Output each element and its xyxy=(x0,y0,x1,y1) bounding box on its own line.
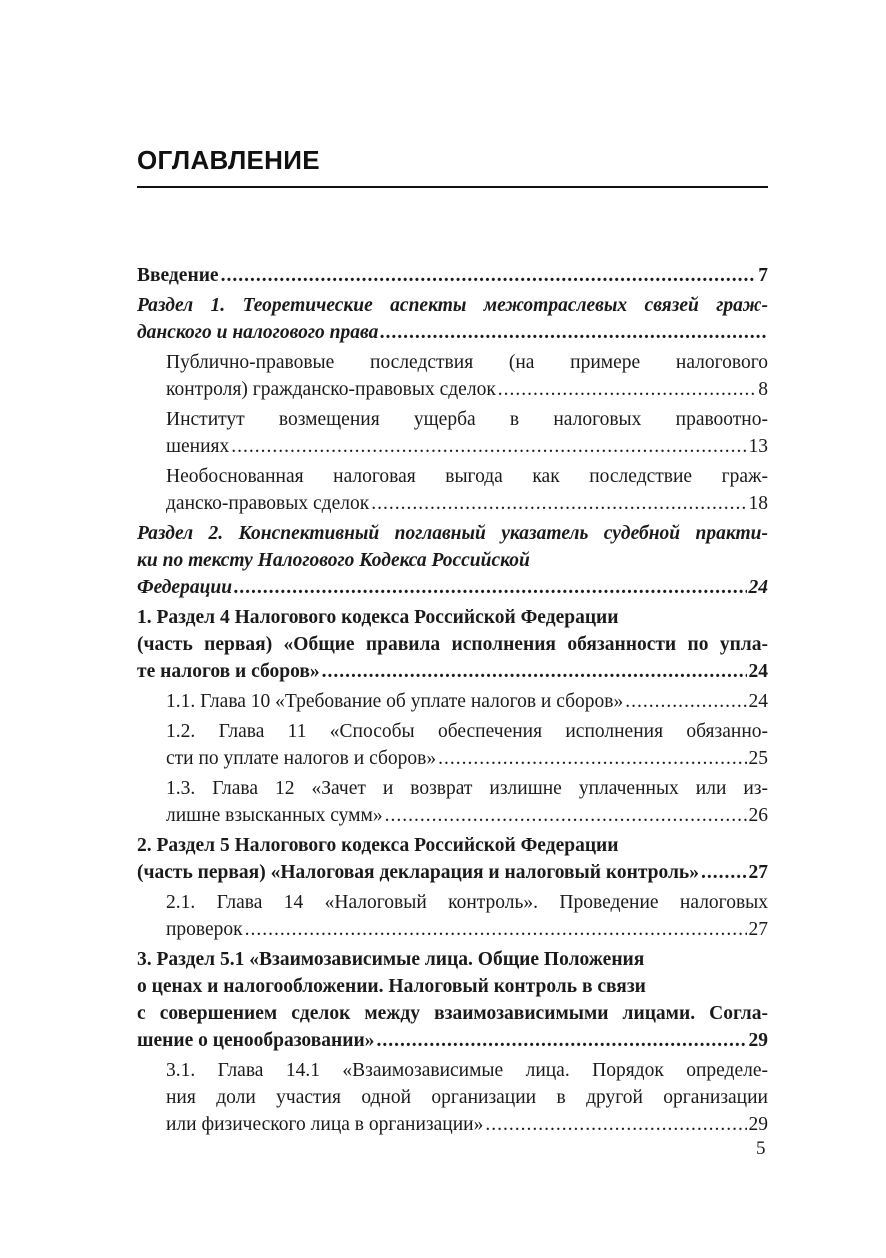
toc-entry-part-1[interactable]: Раздел 1. Теоретические аспекты межотраслевых связей граж- данского и налогового права ..... xyxy=(137,292,768,346)
toc-entry-section-2[interactable]: 2. Раздел 5 Налогового кодекса Российской Федерации (часть первая) «Налоговая декларация и налоговый контроль» ..... 27 xyxy=(137,832,768,886)
toc-page: 24 xyxy=(748,577,768,598)
toc-page: 8 xyxy=(758,379,768,400)
toc-page: 13 xyxy=(748,436,768,457)
toc-leader xyxy=(438,745,746,772)
toc-page: 26 xyxy=(748,805,768,826)
toc-entry-section-1-1[interactable]: 1.1. Глава 10 «Требование об уплате налогов и сборов» ..... 24 xyxy=(137,688,768,715)
toc-leader xyxy=(385,802,747,829)
toc-entry-section-3-1[interactable]: 3.1. Глава 14.1 «Взаимозависимые лица. Порядок определе- ния доли участия одной организации в другой организации или физического лица в организации» ..... 29 xyxy=(137,1057,768,1138)
page-number: 5 xyxy=(756,1138,766,1159)
toc-leader xyxy=(371,490,746,517)
toc-page: 27 xyxy=(748,862,768,883)
toc-entry-section-2-1[interactable]: 2.1. Глава 14 «Налоговый контроль». Проведение налоговых проверок ..... 27 xyxy=(137,889,768,943)
toc-page: 27 xyxy=(748,919,768,940)
toc-page: 29 xyxy=(748,1114,768,1135)
toc-leader xyxy=(701,859,747,886)
toc-entry-section-1-2[interactable]: 1.2. Глава 11 «Способы обеспечения исполнения обязанно- сти по уплате налогов и сборов» ..... 25 xyxy=(137,718,768,772)
toc-leader xyxy=(625,688,746,715)
toc-leader xyxy=(322,658,747,685)
toc-leader xyxy=(221,262,757,289)
toc-leader xyxy=(245,916,747,943)
toc-leader xyxy=(380,319,766,346)
toc-page: 25 xyxy=(748,748,768,769)
toc-entry-part-2[interactable]: Раздел 2. Конспективный поглавный указатель судебной практи- ки по тексту Налогового Кодекса Российской Федерации ..... 24 xyxy=(137,520,768,601)
toc-page: 24 xyxy=(748,661,768,682)
toc-entry-section-1-3[interactable]: 1.3. Глава 12 «Зачет и возврат излишне уплаченных или из- лишне взысканных сумм» ..... 26 xyxy=(137,775,768,829)
toc-leader xyxy=(485,1111,746,1138)
table-of-contents xyxy=(137,262,768,1141)
toc-entry-intro[interactable]: Введение ..... 7 xyxy=(137,262,768,289)
toc-leader xyxy=(234,574,746,601)
toc-page: 24 xyxy=(748,691,768,712)
toc-page: 18 xyxy=(748,493,768,514)
toc-entry-1-1[interactable]: Публично-правовые последствия (на примере налогового контроля) гражданско-правовых сделок ..... 8 xyxy=(137,349,768,403)
title-underline xyxy=(137,186,768,188)
toc-entry-1-2[interactable]: Институт возмещения ущерба в налоговых правоотно- шениях ..... 13 xyxy=(137,406,768,460)
toc-leader xyxy=(376,1027,746,1054)
toc-entry-section-1[interactable]: 1. Раздел 4 Налогового кодекса Российской Федерации (часть первая) «Общие правила исполнения обязанности по упла- те налогов и сборов» ..... 24 xyxy=(137,604,768,685)
toc-entry-1-3[interactable]: Необоснованная налоговая выгода как последствие граж- данско-правовых сделок ..... 18 xyxy=(137,463,768,517)
toc-page: 7 xyxy=(758,265,768,286)
toc-page: 29 xyxy=(748,1030,768,1051)
toc-entry-section-3[interactable]: 3. Раздел 5.1 «Взаимозависимые лица. Общие Положения о ценах и налогообложении. Налоговый контроль в связи с совершением сделок между взаимозависимыми лицами. Согла- шение о ценообразовании» ..... 29 xyxy=(137,946,768,1054)
page-title: ОГЛАВЛЕНИЕ xyxy=(137,145,320,175)
toc-leader xyxy=(498,376,756,403)
toc-leader xyxy=(231,433,746,460)
